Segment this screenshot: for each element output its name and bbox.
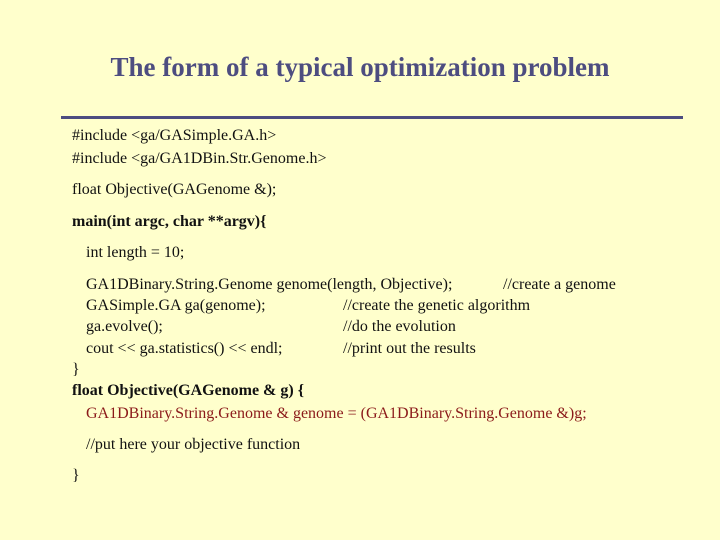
main-closing-brace: } [72, 361, 80, 378]
slide-title: The form of a typical optimization problem [110, 52, 610, 82]
title-divider [61, 116, 683, 119]
evolve-comment: //do the evolution [343, 318, 456, 335]
objective-declaration: float Objective(GAGenome &); [72, 181, 277, 198]
include-line-2: #include <ga/GA1DBin.Str.Genome.h> [72, 150, 327, 167]
evolve-statement: ga.evolve(); [86, 318, 163, 335]
cout-statement: cout << ga.statistics() << endl; [86, 340, 283, 357]
genome-statement: GA1DBinary.String.Genome genome(length, Objective); [86, 276, 453, 293]
objective-signature: float Objective(GAGenome & g) { [72, 382, 305, 399]
objective-placeholder-comment: //put here your objective function [86, 436, 301, 453]
include-line-1: #include <ga/GASimple.GA.h> [72, 127, 277, 144]
genome-comment: //create a genome [503, 276, 616, 293]
ga-statement: GASimple.GA ga(genome); [86, 297, 266, 314]
genome-cast-statement: GA1DBinary.String.Genome & genome = (GA1DBinary.String.Genome &)g; [86, 405, 587, 422]
main-signature: main(int argc, char **argv){ [72, 213, 267, 230]
ga-comment: //create the genetic algorithm [343, 297, 531, 314]
objective-closing-brace: } [72, 467, 80, 484]
length-statement: int length = 10; [86, 244, 185, 261]
cout-comment: //print out the results [343, 340, 476, 357]
